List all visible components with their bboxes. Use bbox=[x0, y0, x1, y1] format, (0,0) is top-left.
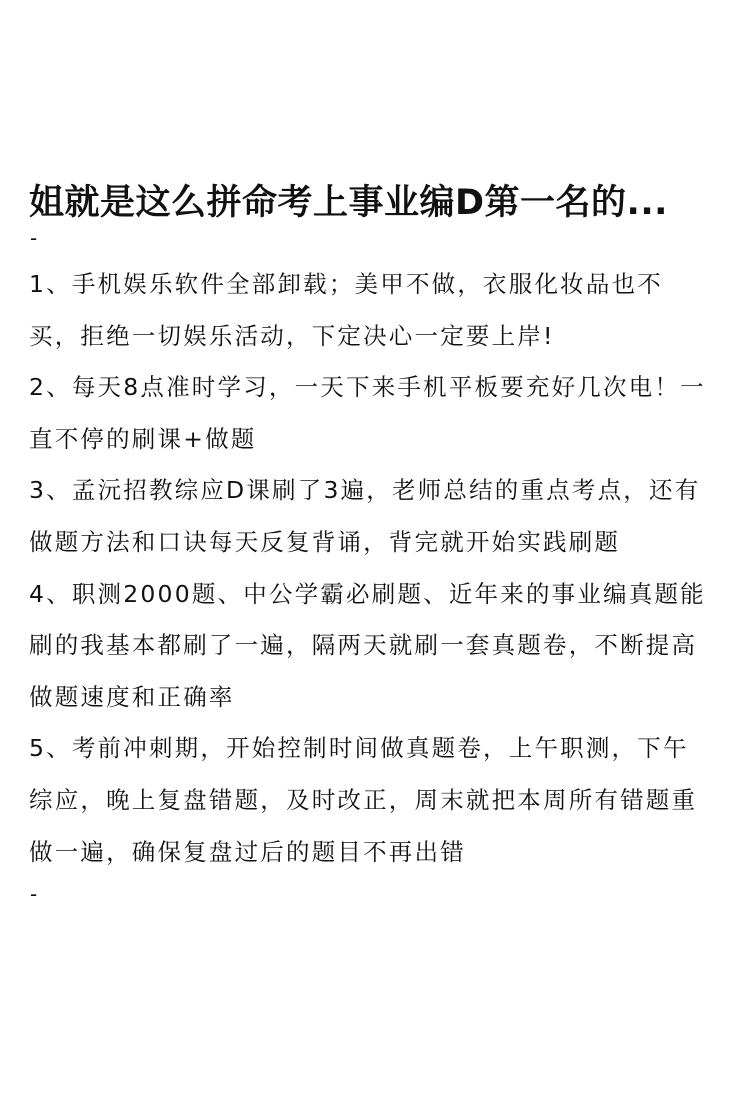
list-item-3: 3、孟沅招教综应D课刷了3遍，老师总结的重点考点，还有做题方法和口诀每天反复背诵，背完就开始实践刷题 bbox=[29, 476, 701, 556]
list-item-4: 4、职测2000题、中公学霸必刷题、近年来的事业编真题能刷的我基本都刷了一遍，隔两天就刷一套真题卷，不断提高做题速度和正确率 bbox=[29, 579, 706, 711]
separator-top: - bbox=[30, 226, 38, 250]
list-item-2: 2、每天8点准时学习，一天下来手机平板要充好几次电！一直不停的刷课+做题 bbox=[29, 373, 706, 453]
post-title: 姐就是这么拼命考上事业编D第一名的... bbox=[29, 183, 668, 223]
list-item-1: 1、手机娱乐软件全部卸载；美甲不做，衣服化妆品也不买，拒绝一切娱乐活动，下定决心一定要上岸! bbox=[29, 270, 663, 350]
post-body bbox=[29, 259, 714, 878]
separator-bottom: - bbox=[30, 882, 38, 906]
list-item-5: 5、考前冲刺期，开始控制时间做真题卷，上午职测，下午综应，晚上复盘错题，及时改正，周末就把本周所有错题重做一遍，确保复盘过后的题目不再出错 bbox=[29, 734, 698, 866]
